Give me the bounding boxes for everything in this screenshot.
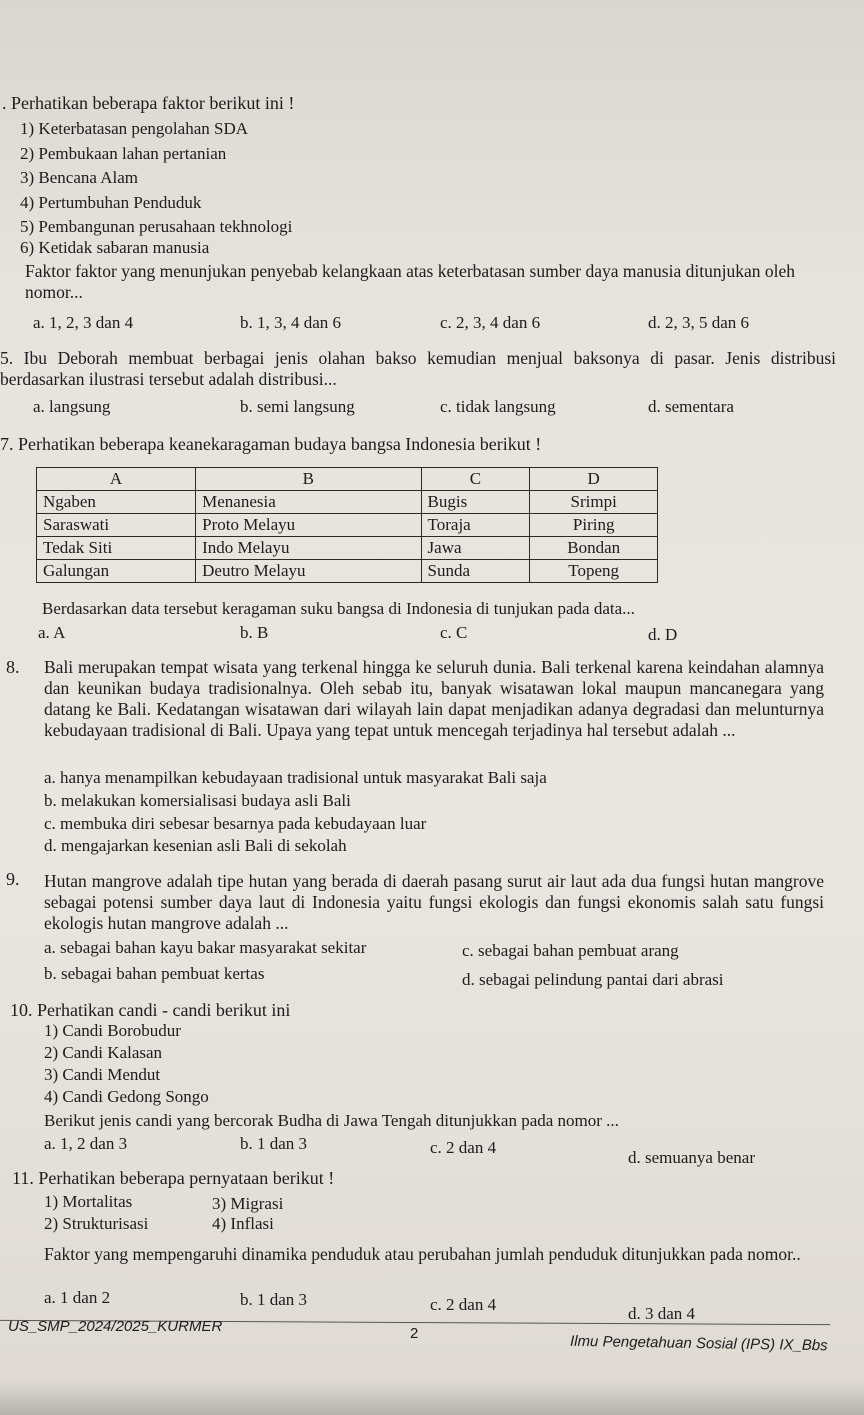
q5-item-5: 5) Pembangunan perusahaan tekhnologi <box>20 217 293 236</box>
q6-option-c[interactable]: c. tidak langsung <box>440 397 556 416</box>
q8-number: 8. <box>6 657 20 677</box>
q10-option-a[interactable]: a. 1, 2 dan 3 <box>44 1134 128 1153</box>
q10-item-2: 2) Candi Kalasan <box>44 1043 163 1062</box>
culture-table <box>36 467 658 583</box>
q11-item-4: 4) Inflasi <box>212 1214 274 1233</box>
q11-option-c[interactable]: c. 2 dan 4 <box>430 1295 497 1314</box>
q5-item-2: 2) Pembukaan lahan pertanian <box>20 144 227 163</box>
table-row <box>37 537 658 560</box>
footer-page-number: 2 <box>410 1325 419 1342</box>
q7-option-d[interactable]: d. D <box>648 625 678 644</box>
q11-item-3: 3) Migrasi <box>212 1194 284 1213</box>
q11-item-2: 2) Strukturisasi <box>44 1214 149 1233</box>
q11-item-1: 1) Mortalitas <box>44 1192 133 1211</box>
q6-option-b[interactable]: b. semi langsung <box>240 397 355 416</box>
q11-intro: 11. Perhatikan beberapa pernyataan berikut ! <box>12 1168 335 1188</box>
q9-question: Hutan mangrove adalah tipe hutan yang berada di daerah pasang surut air laut ada dua fungsi hutan mangrove sebagai potensi sumber daya laut di Indonesia yaitu fungsi ekologis dan fungsi ekonomis salah satu fungsi ekologis hutan mangrove adalah ... <box>44 871 824 933</box>
q7-option-c[interactable]: c. C <box>440 623 468 642</box>
table-cell: Bugis <box>421 491 530 514</box>
q5-option-d[interactable]: d. 2, 3, 5 dan 6 <box>648 313 750 332</box>
q10-option-b[interactable]: b. 1 dan 3 <box>240 1134 308 1153</box>
q11-question: Faktor yang mempengaruhi dinamika penduduk atau perubahan jumlah penduduk ditunjukkan pada nomor.. <box>44 1244 801 1264</box>
q10-intro: 10. Perhatikan candi - candi berikut ini <box>10 1000 291 1020</box>
q5-option-a[interactable]: a. 1, 2, 3 dan 4 <box>33 313 134 332</box>
q5-intro: . Perhatikan beberapa faktor berikut ini ! <box>2 93 295 113</box>
q5-question: Faktor faktor yang menunjukan penyebab kelangkaan atas keterbatasan sumber daya manusia ditunjukan oleh nomor... <box>25 261 795 302</box>
q7-option-b[interactable]: b. B <box>240 623 269 642</box>
footer-subject: Ilmu Pengetahuan Sosial (IPS) IX_Bbs <box>569 1332 828 1355</box>
q6-question: 5. Ibu Deborah membuat berbagai jenis olahan bakso kemudian menjual baksonya di pasar. Jenis distribusi berdasarkan ilustrasi tersebut adalah distribusi... <box>0 348 836 389</box>
q9-option-c[interactable]: c. sebagai bahan pembuat arang <box>462 941 679 960</box>
q8-option-a[interactable]: a. hanya menampilkan kebudayaan tradisional untuk masyarakat Bali saja <box>44 768 547 787</box>
q9-option-d[interactable]: d. sebagai pelindung pantai dari abrasi <box>462 970 724 989</box>
q5-item-4: 4) Pertumbuhan Penduduk <box>20 193 202 212</box>
q9-number: 9. <box>6 869 20 889</box>
table-cell: Srimpi <box>530 491 658 514</box>
q11-option-d[interactable]: d. 3 dan 4 <box>628 1304 696 1323</box>
table-cell: Topeng <box>530 560 658 583</box>
footer-exam-code: US_SMP_2024/2025_KURMER <box>8 1318 223 1335</box>
q10-option-d[interactable]: d. semuanya benar <box>628 1148 755 1167</box>
q10-option-c[interactable]: c. 2 dan 4 <box>430 1138 497 1157</box>
q9-option-a[interactable]: a. sebagai bahan kayu bakar masyarakat sekitar <box>44 938 367 957</box>
q5-option-b[interactable]: b. 1, 3, 4 dan 6 <box>240 313 342 332</box>
table-header-b: B <box>196 468 421 491</box>
q8-option-c[interactable]: c. membuka diri sebesar besarnya pada kebudayaan luar <box>44 814 427 833</box>
q10-item-3: 3) Candi Mendut <box>44 1065 161 1084</box>
q10-item-4: 4) Candi Gedong Songo <box>44 1087 209 1106</box>
table-row <box>37 514 658 537</box>
q8-option-b[interactable]: b. melakukan komersialisasi budaya asli Bali <box>44 791 351 810</box>
table-header-a: A <box>37 468 196 491</box>
q5-option-c[interactable]: c. 2, 3, 4 dan 6 <box>440 313 541 332</box>
q9-option-b[interactable]: b. sebagai bahan pembuat kertas <box>44 964 265 983</box>
q5-item-3: 3) Bencana Alam <box>20 168 139 187</box>
q7-prompt: Berdasarkan data tersebut keragaman suku bangsa di Indonesia di tunjukan pada data... <box>42 599 635 618</box>
q10-item-1: 1) Candi Borobudur <box>44 1021 181 1040</box>
page-shadow <box>0 1380 864 1415</box>
table-cell: Sunda <box>421 560 530 583</box>
table-cell: Indo Melayu <box>196 537 421 560</box>
table-cell: Menanesia <box>196 491 421 514</box>
table-cell: Piring <box>530 514 658 537</box>
q5-item-6: 6) Ketidak sabaran manusia <box>20 238 210 257</box>
table-cell: Bondan <box>530 537 658 560</box>
q6-option-d[interactable]: d. sementara <box>648 397 734 416</box>
q7-option-a[interactable]: a. A <box>38 623 66 642</box>
table-cell: Proto Melayu <box>196 514 421 537</box>
table-cell: Jawa <box>421 537 530 560</box>
table-cell: Galungan <box>37 560 196 583</box>
q8-question: Bali merupakan tempat wisata yang terkenal hingga ke seluruh dunia. Bali terkenal karena keindahan alamnya dan keunikan budaya tradisionalnya. Oleh sebab itu, banyak wisatawan lokal maupun mancanegara yang datang ke Bali. Kedatangan wisatawan dari wilayah lain dapat menjadikan adanya degradasi dan melunturnya kebudayaan tradisional di Bali. Upaya yang tepat untuk mencegah terjadinya hal tersebut adalah ... <box>44 657 824 740</box>
q7-question: 7. Perhatikan beberapa keanekaragaman budaya bangsa Indonesia berikut ! <box>0 434 542 454</box>
q11-option-a[interactable]: a. 1 dan 2 <box>44 1288 111 1307</box>
table-row <box>37 560 658 583</box>
table-header-c: C <box>421 468 530 491</box>
q5-item-1: 1) Keterbatasan pengolahan SDA <box>20 119 249 138</box>
table-cell: Saraswati <box>37 514 196 537</box>
q10-question: Berikut jenis candi yang bercorak Budha di Jawa Tengah ditunjukkan pada nomor ... <box>44 1111 619 1130</box>
table-row <box>37 491 658 514</box>
table-cell: Tedak Siti <box>37 537 196 560</box>
q6-option-a[interactable]: a. langsung <box>33 397 111 416</box>
table-cell: Deutro Melayu <box>196 560 421 583</box>
table-cell: Toraja <box>421 514 530 537</box>
table-cell: Ngaben <box>37 491 196 514</box>
q8-option-d[interactable]: d. mengajarkan kesenian asli Bali di sekolah <box>44 836 347 855</box>
table-header-row <box>37 468 658 491</box>
q11-option-b[interactable]: b. 1 dan 3 <box>240 1290 308 1309</box>
table-header-d: D <box>530 468 658 491</box>
